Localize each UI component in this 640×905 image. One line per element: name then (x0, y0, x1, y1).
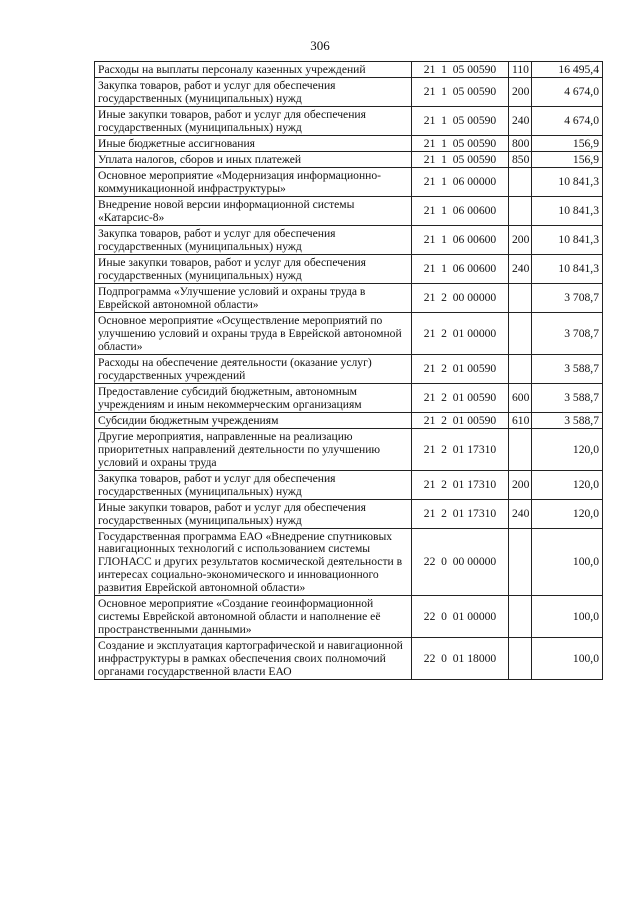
expense-description-cell: Закупка товаров, работ и услуг для обеспечения государственных (муниципальных) нужд (95, 470, 412, 499)
target-article-code-cell: 21 2 01 17310 (412, 499, 509, 528)
amount-cell: 3 588,7 (532, 354, 603, 383)
expense-description-cell: Основное мероприятие «Модернизация информационно-коммуникационной инфраструктуры» (95, 167, 412, 196)
expense-description-cell: Государственная программа ЕАО «Внедрение спутниковых навигационных технологий с использованием системы ГЛОНАСС и других результатов космической деятельности в интересах социально-экономического и инновационного развития Еврейской автономной области» (95, 528, 412, 596)
target-article-code-cell: 21 1 05 00590 (412, 77, 509, 106)
expense-type-code-cell: 610 (509, 412, 532, 428)
expense-description-cell: Другие мероприятия, направленные на реализацию приоритетных направлений деятельности по улучшению условий и охраны труда (95, 428, 412, 470)
table-row (95, 135, 603, 151)
amount-cell: 100,0 (532, 528, 603, 596)
amount-cell: 3 588,7 (532, 412, 603, 428)
amount-cell: 156,9 (532, 151, 603, 167)
amount-cell: 120,0 (532, 499, 603, 528)
expense-type-code-cell: 600 (509, 383, 532, 412)
amount-cell: 120,0 (532, 470, 603, 499)
expense-description-cell: Иные закупки товаров, работ и услуг для обеспечения государственных (муниципальных) нужд (95, 254, 412, 283)
table-row (95, 596, 603, 638)
amount-cell: 4 674,0 (532, 77, 603, 106)
table-row (95, 151, 603, 167)
expense-type-code-cell: 200 (509, 225, 532, 254)
table-row (95, 225, 603, 254)
expense-description-cell: Создание и эксплуатация картографической и навигационной инфраструктуры в рамках обеспечения своих полномочий органами государственной власти ЕАО (95, 638, 412, 680)
expense-description-cell: Внедрение новой версии информационной системы «Катарсис-8» (95, 196, 412, 225)
expense-description-cell: Расходы на выплаты персоналу казенных учреждений (95, 62, 412, 78)
expense-type-code-cell: 240 (509, 499, 532, 528)
expense-type-code-cell: 110 (509, 62, 532, 78)
target-article-code-cell: 22 0 00 00000 (412, 528, 509, 596)
target-article-code-cell: 21 2 01 00590 (412, 354, 509, 383)
table-row (95, 106, 603, 135)
expense-type-code-cell: 240 (509, 254, 532, 283)
target-article-code-cell: 21 1 05 00590 (412, 135, 509, 151)
expense-type-code-cell (509, 283, 532, 312)
expense-type-code-cell: 850 (509, 151, 532, 167)
target-article-code-cell: 21 1 05 00590 (412, 62, 509, 78)
expense-description-cell: Уплата налогов, сборов и иных платежей (95, 151, 412, 167)
amount-cell: 10 841,3 (532, 196, 603, 225)
amount-cell: 100,0 (532, 638, 603, 680)
target-article-code-cell: 21 2 01 17310 (412, 428, 509, 470)
expense-type-code-cell (509, 596, 532, 638)
expense-type-code-cell (509, 167, 532, 196)
target-article-code-cell: 21 1 05 00590 (412, 151, 509, 167)
amount-cell: 10 841,3 (532, 225, 603, 254)
expense-type-code-cell (509, 354, 532, 383)
expense-description-cell: Основное мероприятие «Осуществление мероприятий по улучшению условий и охраны труда в Еврейской автономной области» (95, 312, 412, 354)
target-article-code-cell: 21 2 01 17310 (412, 470, 509, 499)
amount-cell: 10 841,3 (532, 254, 603, 283)
target-article-code-cell: 21 1 05 00590 (412, 106, 509, 135)
budget-table (94, 61, 603, 680)
table-row (95, 312, 603, 354)
expense-type-code-cell (509, 638, 532, 680)
target-article-code-cell: 21 2 00 00000 (412, 283, 509, 312)
expense-description-cell: Закупка товаров, работ и услуг для обеспечения государственных (муниципальных) нужд (95, 225, 412, 254)
table-row (95, 354, 603, 383)
expense-description-cell: Иные закупки товаров, работ и услуг для обеспечения государственных (муниципальных) нужд (95, 106, 412, 135)
expense-type-code-cell (509, 312, 532, 354)
target-article-code-cell: 21 1 06 00600 (412, 254, 509, 283)
expense-description-cell: Расходы на обеспечение деятельности (оказание услуг) государственных учреждений (95, 354, 412, 383)
expense-description-cell: Иные бюджетные ассигнования (95, 135, 412, 151)
amount-cell: 3 588,7 (532, 383, 603, 412)
amount-cell: 120,0 (532, 428, 603, 470)
table-row (95, 412, 603, 428)
amount-cell: 3 708,7 (532, 283, 603, 312)
amount-cell: 16 495,4 (532, 62, 603, 78)
table-row (95, 470, 603, 499)
budget-table-body (95, 62, 603, 680)
expense-description-cell: Подпрограмма «Улучшение условий и охраны труда в Еврейской автономной области» (95, 283, 412, 312)
table-row (95, 528, 603, 596)
expense-type-code-cell: 800 (509, 135, 532, 151)
table-row (95, 62, 603, 78)
table-row (95, 428, 603, 470)
expense-description-cell: Основное мероприятие «Создание геоинформационной системы Еврейской автономной области и наполнение её пространственными данными» (95, 596, 412, 638)
amount-cell: 156,9 (532, 135, 603, 151)
table-row (95, 196, 603, 225)
amount-cell: 3 708,7 (532, 312, 603, 354)
amount-cell: 4 674,0 (532, 106, 603, 135)
expense-type-code-cell: 200 (509, 77, 532, 106)
table-row (95, 283, 603, 312)
expense-description-cell: Субсидии бюджетным учреждениям (95, 412, 412, 428)
expense-description-cell: Предоставление субсидий бюджетным, автономным учреждениям и иным некоммерческим организациям (95, 383, 412, 412)
target-article-code-cell: 21 2 01 00590 (412, 383, 509, 412)
table-row (95, 167, 603, 196)
table-row (95, 77, 603, 106)
table-row (95, 254, 603, 283)
amount-cell: 100,0 (532, 596, 603, 638)
target-article-code-cell: 21 1 06 00000 (412, 167, 509, 196)
expense-type-code-cell: 200 (509, 470, 532, 499)
table-row (95, 638, 603, 680)
target-article-code-cell: 21 2 01 00590 (412, 412, 509, 428)
target-article-code-cell: 21 1 06 00600 (412, 196, 509, 225)
expense-description-cell: Иные закупки товаров, работ и услуг для обеспечения государственных (муниципальных) нужд (95, 499, 412, 528)
expense-type-code-cell (509, 428, 532, 470)
target-article-code-cell: 22 0 01 00000 (412, 596, 509, 638)
expense-description-cell: Закупка товаров, работ и услуг для обеспечения государственных (муниципальных) нужд (95, 77, 412, 106)
table-row (95, 383, 603, 412)
target-article-code-cell: 21 1 06 00600 (412, 225, 509, 254)
expense-type-code-cell (509, 528, 532, 596)
expense-type-code-cell (509, 196, 532, 225)
table-row (95, 499, 603, 528)
amount-cell: 10 841,3 (532, 167, 603, 196)
target-article-code-cell: 22 0 01 18000 (412, 638, 509, 680)
page-number: 306 (310, 38, 330, 53)
expense-type-code-cell: 240 (509, 106, 532, 135)
target-article-code-cell: 21 2 01 00000 (412, 312, 509, 354)
